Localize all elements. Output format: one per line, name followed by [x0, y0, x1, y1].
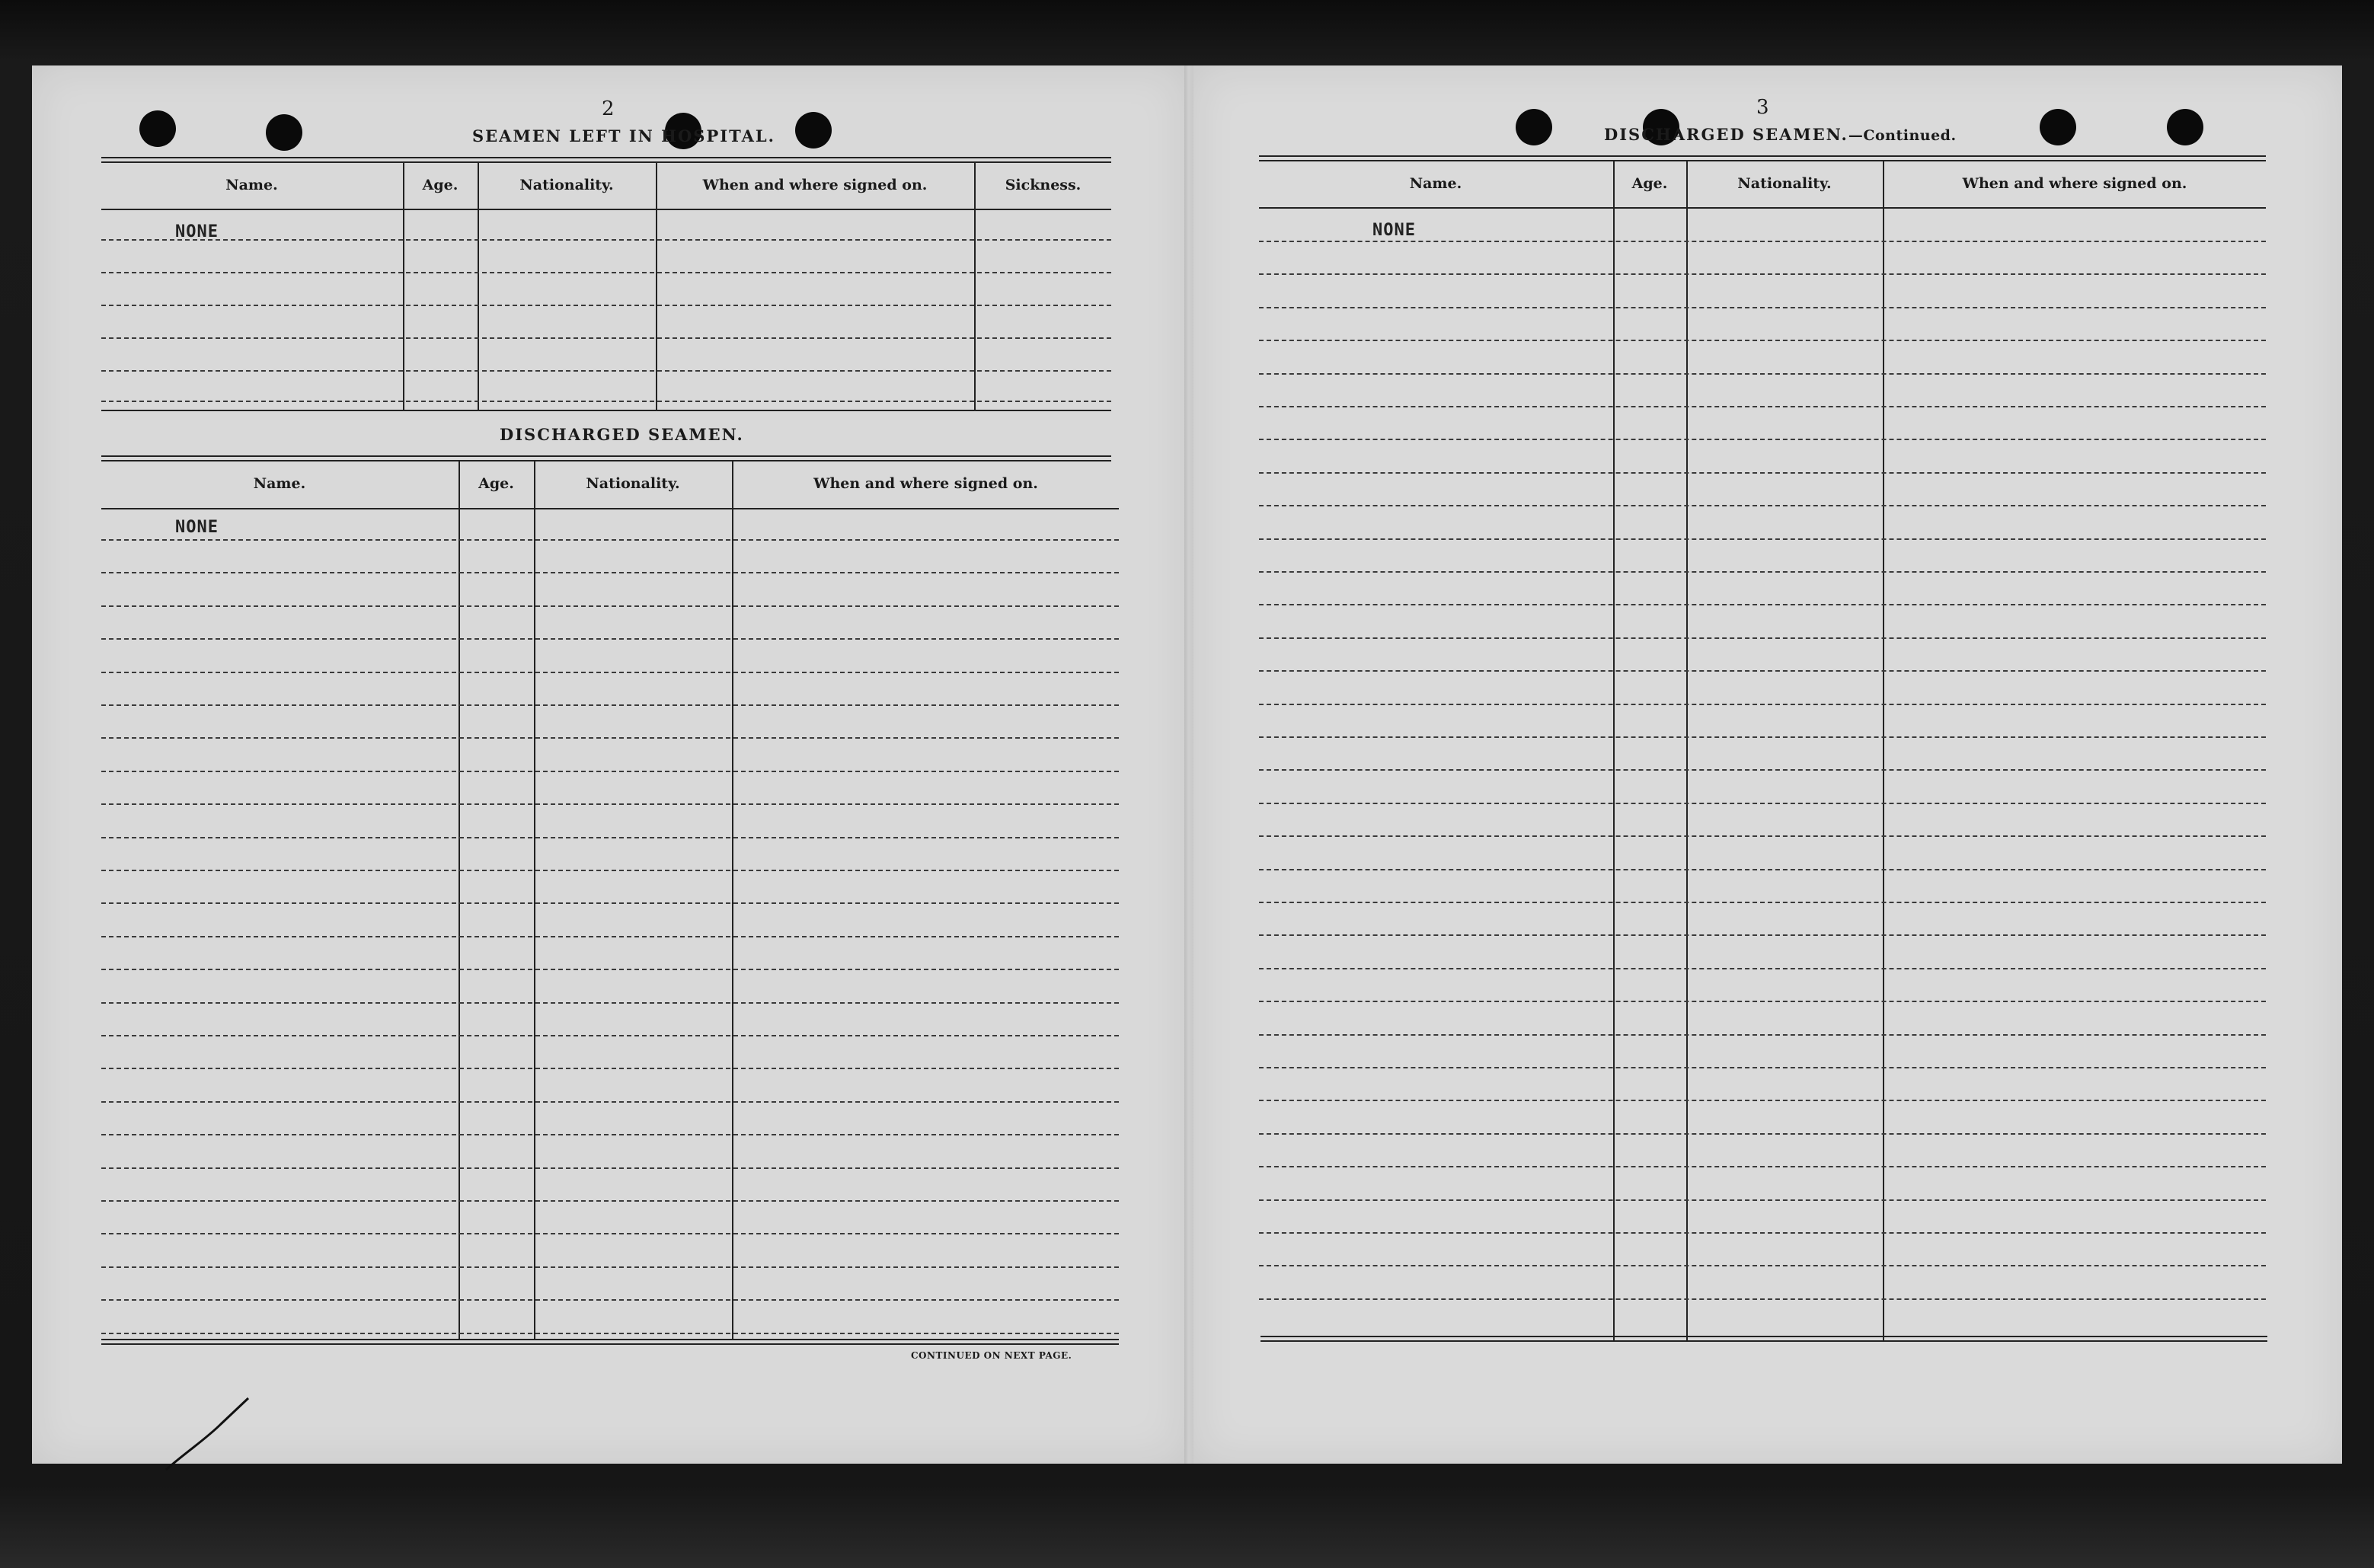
- discharged-top-rule: [101, 455, 1111, 457]
- dashed-ruling-line: [101, 870, 1119, 871]
- discharged-header-rule: [101, 508, 1119, 509]
- discharged-entry-name: NONE: [175, 518, 219, 537]
- dashed-ruling-line: [1259, 472, 2266, 474]
- column-divider: [534, 461, 535, 1340]
- column-header-name: Name.: [225, 177, 278, 193]
- dashed-ruling-line: [1259, 1199, 2266, 1201]
- section-title-discharged: DISCHARGED SEAMEN.: [500, 425, 744, 444]
- dashed-ruling-line: [101, 1266, 1119, 1268]
- punch-hole: [2167, 109, 2203, 145]
- column-header-signed-on: When and where signed on.: [813, 475, 1038, 492]
- section-title-suffix: —Continued.: [1848, 127, 1957, 144]
- hospital-header-rule: [101, 209, 1111, 210]
- column-divider: [1883, 161, 1884, 1342]
- column-header-nationality: Nationality.: [1737, 175, 1832, 192]
- dashed-ruling-line: [101, 572, 1119, 573]
- hospital-bottom-rule: [101, 410, 1111, 411]
- dashed-ruling-line: [1259, 1001, 2266, 1002]
- dashed-ruling-line: [1259, 340, 2266, 341]
- dashed-ruling-line: [1259, 1166, 2266, 1167]
- column-header-signed-on: When and where signed on.: [1962, 175, 2187, 192]
- dashed-ruling-line: [1259, 835, 2266, 837]
- dashed-ruling-line: [101, 936, 1119, 937]
- dashed-ruling-line: [1259, 1100, 2266, 1101]
- punch-hole: [139, 110, 176, 147]
- dashed-ruling-line: [1259, 538, 2266, 540]
- dashed-ruling-line: [1259, 736, 2266, 738]
- dashed-ruling-line: [101, 1233, 1119, 1234]
- column-divider: [1613, 161, 1615, 1342]
- dashed-ruling-line: [1259, 241, 2266, 242]
- dashed-ruling-line: [101, 638, 1119, 640]
- continued-entry-name: NONE: [1372, 221, 1416, 240]
- dashed-ruling-line: [1259, 1232, 2266, 1234]
- continued-header-rule: [1259, 207, 2266, 209]
- dashed-ruling-line: [1259, 803, 2266, 804]
- column-divider: [403, 163, 404, 410]
- dashed-ruling-line: [101, 605, 1119, 607]
- hospital-top-rule: [101, 157, 1111, 158]
- dashed-ruling-line: [101, 1101, 1119, 1103]
- dashed-ruling-line: [101, 1035, 1119, 1036]
- punch-hole: [795, 112, 832, 148]
- dashed-ruling-line: [101, 1002, 1119, 1004]
- column-divider: [656, 163, 657, 410]
- dashed-ruling-line: [1259, 968, 2266, 969]
- dashed-ruling-line: [101, 1167, 1119, 1169]
- page-number: 2: [602, 97, 615, 120]
- section-title-hospital: SEAMEN LEFT IN HOSPITAL.: [472, 126, 775, 145]
- dashed-ruling-line: [1259, 439, 2266, 440]
- dashed-ruling-line: [101, 803, 1119, 805]
- column-header-nationality: Nationality.: [586, 475, 680, 492]
- punch-hole: [2040, 109, 2076, 145]
- dashed-ruling-line: [1259, 604, 2266, 605]
- dashed-ruling-line: [101, 1299, 1119, 1301]
- dashed-ruling-line: [101, 1333, 1119, 1334]
- dashed-ruling-line: [101, 672, 1119, 673]
- dashed-ruling-line: [1259, 1067, 2266, 1068]
- dashed-ruling-line: [1259, 273, 2266, 275]
- column-header-age: Age.: [1631, 175, 1668, 192]
- dashed-ruling-line: [101, 704, 1119, 706]
- dashed-ruling-line: [1259, 670, 2266, 672]
- hospital-entry-name: NONE: [175, 222, 219, 241]
- dashed-ruling-line: [101, 1200, 1119, 1202]
- dashed-ruling-line: [101, 539, 1119, 541]
- dashed-ruling-line: [1259, 1265, 2266, 1266]
- continued-top-rule: [1259, 155, 2266, 157]
- pen-stroke-mark: [160, 1394, 251, 1477]
- dashed-ruling-line: [101, 1068, 1119, 1069]
- dashed-ruling-line: [1259, 373, 2266, 375]
- dashed-ruling-line: [1259, 704, 2266, 705]
- continued-note: CONTINUED ON NEXT PAGE.: [911, 1350, 1072, 1361]
- column-header-sickness: Sickness.: [1005, 177, 1082, 193]
- column-header-signed-on: When and where signed on.: [702, 177, 928, 193]
- punch-hole: [266, 114, 302, 151]
- dashed-ruling-line: [1259, 1298, 2266, 1300]
- discharged-bottom-rule: [101, 1339, 1119, 1340]
- dashed-ruling-line: [1259, 406, 2266, 407]
- section-title-text: DISCHARGED SEAMEN.: [1604, 125, 1848, 144]
- column-divider: [459, 461, 460, 1340]
- dashed-ruling-line: [101, 902, 1119, 904]
- left-page: [32, 65, 1186, 1464]
- dashed-ruling-line: [1259, 307, 2266, 308]
- dashed-ruling-line: [1259, 1133, 2266, 1135]
- column-divider: [1686, 161, 1688, 1342]
- page-number: 3: [1756, 96, 1770, 119]
- dashed-ruling-line: [1259, 571, 2266, 573]
- column-divider: [478, 163, 479, 410]
- dashed-ruling-line: [101, 771, 1119, 772]
- dashed-ruling-line: [1259, 1034, 2266, 1036]
- continued-bottom-rule: [1260, 1336, 2267, 1337]
- column-header-nationality: Nationality.: [519, 177, 614, 193]
- section-title-discharged-continued: [1604, 125, 1957, 144]
- column-divider: [732, 461, 733, 1340]
- right-page: [1193, 65, 2342, 1464]
- dashed-ruling-line: [101, 837, 1119, 838]
- dashed-ruling-line: [1259, 769, 2266, 771]
- dashed-ruling-line: [101, 969, 1119, 970]
- column-divider: [974, 163, 976, 410]
- dashed-ruling-line: [1259, 505, 2266, 506]
- punch-hole: [1516, 109, 1552, 145]
- column-header-age: Age.: [478, 475, 514, 492]
- dashed-ruling-line: [101, 1134, 1119, 1135]
- dashed-ruling-line: [1259, 934, 2266, 936]
- column-header-name: Name.: [1409, 175, 1462, 192]
- column-header-name: Name.: [253, 475, 306, 492]
- dashed-ruling-line: [101, 737, 1119, 739]
- dashed-ruling-line: [1259, 869, 2266, 870]
- dashed-ruling-line: [1259, 902, 2266, 903]
- dashed-ruling-line: [1259, 637, 2266, 639]
- column-header-age: Age.: [422, 177, 459, 193]
